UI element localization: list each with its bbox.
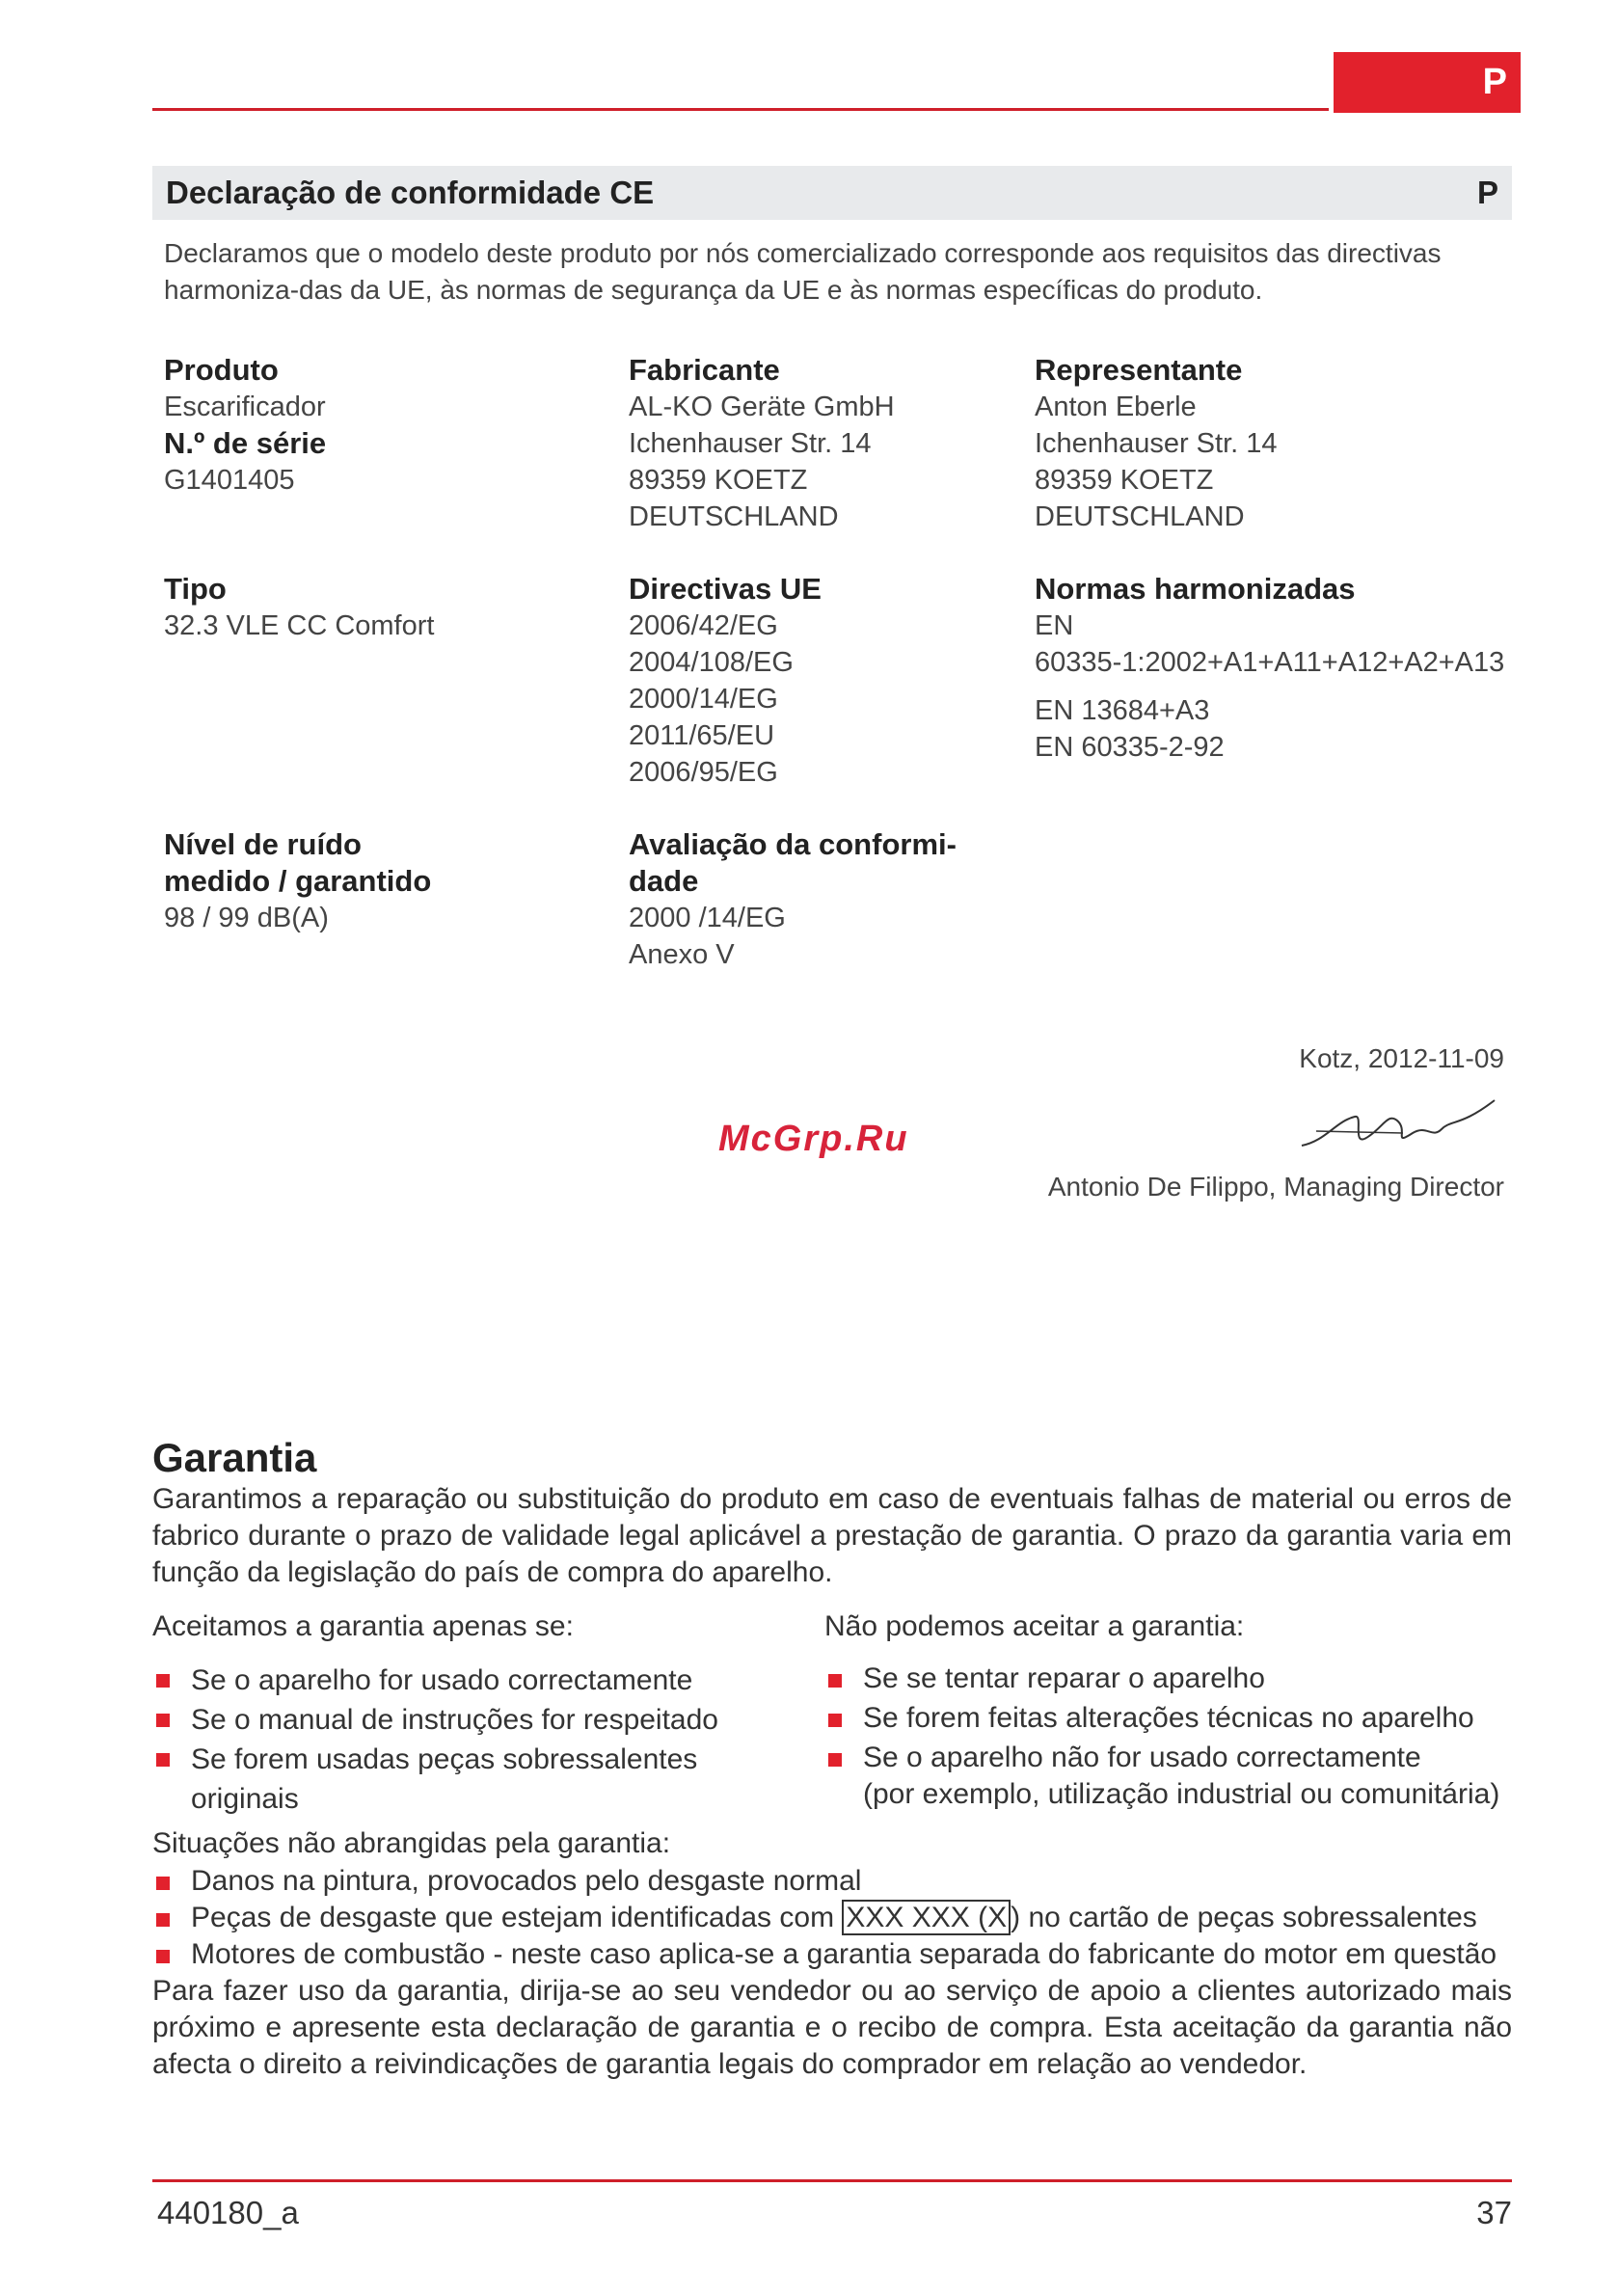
list-item-text: Se o aparelho for usado correctamente [191,1664,693,1696]
list-item-text: Danos na pintura, provocados pelo desgaste normal [191,1865,862,1897]
directivas-block [629,571,822,791]
avaliacao-heading: Avaliação da conformi- [629,827,957,861]
reject-list [824,1661,1519,1813]
bullet-icon [156,1674,170,1688]
bullet-icon [828,1674,842,1688]
declaration-title-bar [152,166,1512,220]
declaration-intro: Declaramos que o modelo deste produto por nós comercializado corresponde aos requisitos das directivas harmoniza-das da UE, às normas de segurança da UE e às normas específicas do produto. [164,238,1442,305]
footer-rule [152,2179,1512,2182]
ruido-heading-2: medido / garantido [164,864,432,898]
bullet-icon [156,1913,170,1927]
garantia-intro: Garantimos a reparação ou substituição do produto em caso de eventuais falhas de material ou erros de fabrico durante o prazo de validade legal aplicável a prestação de garantia. O prazo da garantia varia em função da legislação do país de compra do aparelho. [152,1483,1512,1588]
avaliacao-block [629,826,957,973]
directiva-item: 2004/108/EG [629,647,794,678]
excluded-heading: Situações não abrangidas pela garantia: [152,1827,671,1859]
serie-value: G1401405 [164,465,295,496]
tipo-heading: Tipo [164,572,227,606]
bullet-icon [828,1753,842,1767]
list-item [152,1863,1517,1900]
declaration-title: Declaração de conformidade CE [166,175,655,210]
representante-heading: Representante [1035,353,1243,387]
accept-list [152,1661,789,1819]
norma-item: EN [1035,610,1074,641]
fabricante-line: DEUTSCHLAND [629,501,839,532]
list-item [824,1661,1519,1697]
list-item-text: Motores de combustão - neste caso aplica-se a garantia separada do fabricante do motor em questão [191,1938,1497,1970]
avaliacao-heading-2: dade [629,864,699,898]
directivas-heading: Directivas UE [629,572,822,606]
part-code-box: XXX XXX (X [842,1900,1011,1935]
document-code: 440180_a [157,2195,299,2230]
list-item [152,1936,1517,1973]
list-item-text: Se forem feitas alterações técnicas no aparelho [863,1702,1474,1734]
ruido-value: 98 / 99 dB(A) [164,903,329,933]
signature-image [1297,1093,1499,1160]
list-item [152,1661,789,1700]
avaliacao-item: Anexo V [629,939,735,970]
bullet-icon [156,1950,170,1963]
fabricante-line: Ichenhauser Str. 14 [629,428,872,459]
fabricante-line: AL-KO Geräte GmbH [629,392,895,422]
garantia-title: Garantia [152,1435,317,1480]
list-item-text: Se forem usadas peças sobressalentes originais [191,1743,698,1815]
fabricante-heading: Fabricante [629,353,780,387]
list-item-text: Se o aparelho não for usado correctamente [863,1742,1421,1773]
norma-item: EN 60335-2-92 [1035,732,1225,763]
ruido-heading: Nível de ruído [164,827,362,861]
normas-block [1035,571,1504,766]
ruido-block [164,826,431,936]
produto-heading: Produto [164,353,279,387]
representante-line: Ichenhauser Str. 14 [1035,428,1278,459]
produto-value: Escarificador [164,392,326,422]
fabricante-line: 89359 KOETZ [629,465,808,496]
tipo-value: 32.3 VLE CC Comfort [164,610,435,641]
fabricante-block [629,352,895,535]
serie-heading: N.º de série [164,426,327,460]
declaration-lang: P [1476,175,1498,210]
list-item-text: Peças de desgaste que estejam identificadas com [191,1902,835,1933]
signer-name: Antonio De Filippo, Managing Director [1047,1172,1504,1202]
accept-heading: Aceitamos a garantia apenas se: [152,1610,574,1642]
list-item-text: Se se tentar reparar o aparelho [863,1662,1265,1694]
directiva-item: 2000/14/EG [629,684,778,715]
list-item-text-cont: ) no cartão de peças sobressalentes [1011,1902,1477,1933]
representante-line: DEUTSCHLAND [1035,501,1245,532]
norma-item: EN 13684+A3 [1035,695,1210,726]
page-number: 37 [1476,2195,1512,2230]
directiva-item: 2011/65/EU [629,720,775,751]
list-item [152,1700,789,1740]
list-item-text: Se o manual de instruções for respeitado [191,1704,718,1736]
directiva-item: 2006/42/EG [629,610,778,641]
representante-line: 89359 KOETZ [1035,465,1214,496]
representante-block [1035,352,1278,535]
excluded-list [152,1863,1517,1973]
list-item-text-cont: (por exemplo, utilização industrial ou comunitária) [863,1778,1500,1810]
reject-heading: Não podemos aceitar a garantia: [824,1610,1245,1642]
bullet-icon [828,1714,842,1727]
list-item [824,1740,1519,1813]
bullet-icon [156,1877,170,1890]
list-item [152,1740,789,1819]
bullet-icon [156,1714,170,1727]
produto-block [164,352,326,499]
avaliacao-item: 2000 /14/EG [629,903,786,933]
norma-item: 60335-1:2002+A1+A11+A12+A2+A13 [1035,647,1505,678]
place-date: Kotz, 2012-11-09 [1299,1043,1504,1073]
list-item [152,1900,1517,1936]
representante-line: Anton Eberle [1035,392,1197,422]
header-rule [152,108,1329,111]
tipo-block [164,571,434,644]
garantia-closing: Para fazer uso da garantia, dirija-se ao seu vendedor ou ao serviço de apoio a clientes autorizado mais próximo e apresente esta declaração de garantia e o recibo de compra. Esta aceitação da garantia não afecta o direito a reivindicações de garantia legais do comprador em relação ao vendedor. [152,1975,1512,2080]
bullet-icon [156,1753,170,1767]
list-item [824,1700,1519,1737]
normas-heading: Normas harmonizadas [1035,572,1356,606]
directiva-item: 2006/95/EG [629,757,778,788]
watermark: McGrp.Ru [718,1119,909,1159]
language-tab: P [1334,52,1521,113]
